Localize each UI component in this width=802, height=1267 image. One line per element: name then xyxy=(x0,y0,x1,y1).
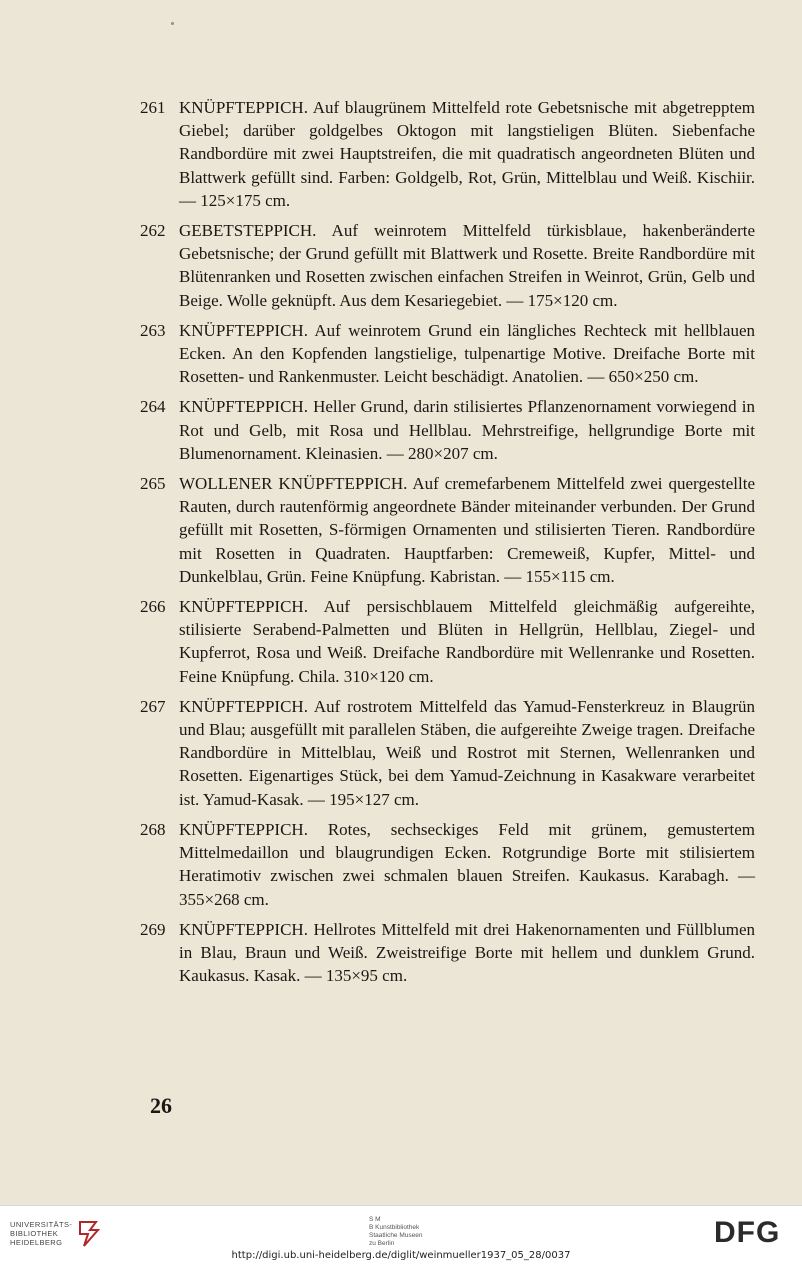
entry-text: KNÜPFTEPPICH. Auf blaugrünem Mittelfeld rote Gebetsnische mit abgetrepptem Giebel; darüber goldgelbes Oktogon mit langstieligen Blüten. Siebenfache Randbordüre mit zwei Hauptstreifen, die mit quadratisch angeordneten Blüten und Blattwerk gefüllt sind. Farben: Goldgelb, Rot, Grün, Mittelblau und Weiß. Kischiir. — 125×175 cm. xyxy=(179,98,755,210)
entry-text: KNÜPFTEPPICH. Auf weinrotem Grund ein längliches Rechteck mit hellblauen Ecken. An den Kopfenden langstielige, tulpenartige Motive. Dreifache Borte mit Rosetten- und Rankenmuster. Leicht beschädigt. Anatolien. — 650×250 cm. xyxy=(179,320,755,387)
entry-number: 269 xyxy=(140,919,166,939)
entry-number: 262 xyxy=(140,221,166,241)
catalog-entry xyxy=(140,918,755,988)
paper-speck xyxy=(171,22,174,25)
entry-number: 268 xyxy=(140,819,166,839)
entry-number: 266 xyxy=(140,597,166,617)
page-number: 26 xyxy=(150,1093,172,1118)
catalog-entries xyxy=(140,96,755,994)
catalog-entry xyxy=(140,472,755,588)
catalog-entry xyxy=(140,219,755,312)
entry-text: GEBETSTEPPICH. Auf weinrotem Mittelfeld türkisblaue, hakenberänderte Gebetsnische; der Grund gefüllt mit Blattwerk und Rosette. Breite Randbordüre mit Blütenranken und Rosetten zwischen einfachen Streifen in Weinrot, Grün, Gelb und Beige. Wolle geknüpft. Aus dem Kesariegebiet. — 175×120 cm. xyxy=(179,221,755,310)
entry-number: 263 xyxy=(140,320,166,340)
entry-text: KNÜPFTEPPICH. Rotes, sechseckiges Feld mit grünem, gemustertem Mittelmedaillon und blaugrundigen Ecken. Rotgrundige Borte mit stilisiertem Heratimotiv zwischen zwei schmalen blauen Streifen. Kaukasus. Karabagh. — 355×268 cm. xyxy=(179,819,755,909)
catalog-entry xyxy=(140,96,755,212)
permalink-url[interactable]: http://digi.ub.uni-heidelberg.de/diglit/weinmueller1937_05_28/0037 xyxy=(231,1250,571,1261)
entry-text: KNÜPFTEPPICH. Heller Grund, darin stilisiertes Pflanzenornament vorwiegend in Rot und Gelb, mit Rosa und Hellblau. Mehrstreifige, hellgrundige Borte mit Blumenornament. Kleinasien. — 280×207 cm. xyxy=(179,397,755,463)
university-library-logo[interactable] xyxy=(10,1218,102,1248)
catalog-entry xyxy=(140,695,755,811)
library-name: UNIVERSITÄTS- BIBLIOTHEK HEIDELBERG xyxy=(10,1219,73,1247)
catalog-entry xyxy=(140,818,755,911)
entry-number: 261 xyxy=(140,98,166,117)
catalog-entry xyxy=(140,395,755,465)
entry-text: WOLLENER KNÜPFTEPPICH. Auf cremefarbenem Mittelfeld zwei quergestellte Rauten, durch rautenförmig angeordnete Bänder miteinander verbunden. Der Grund gefüllt mit Rosetten, S-förmigen Ornamenten und stilisierten Tieren. Randbordüre mit Rosetten in Quadraten. Hauptfarben: Cremeweiß, Kupfer, Mittel- und Dunkelblau, Grün. Feine Knüpfung. Kabristan. — 155×115 cm. xyxy=(179,474,755,586)
entry-number: 264 xyxy=(140,397,166,417)
entry-number: 267 xyxy=(140,696,166,716)
library-emblem-icon xyxy=(76,1218,102,1248)
dfg-logo[interactable]: DFG xyxy=(714,1216,781,1249)
catalog-entry xyxy=(140,319,755,389)
smb-kunstbibliothek-logo[interactable]: S M B Kunstbibliothek Staatliche Museen zu Berlin xyxy=(369,1216,423,1247)
catalog-entry xyxy=(140,595,755,688)
entry-text: KNÜPFTEPPICH. Auf persischblauem Mittelfeld gleichmäßig aufgereihte, stilisierte Serabend-Palmetten und Blüten in Hellgrün, Hellblau, Ziegel- und Kupferrot, Rosa und Weiß. Dreifache Randbordüre mit Wellenranke und Rosetten. Feine Knüpfung. Chila. 310×120 cm. xyxy=(179,597,755,686)
entry-number: 265 xyxy=(140,474,166,494)
entry-text: KNÜPFTEPPICH. Auf rostrotem Mittelfeld das Yamud-Fensterkreuz in Blaugrün und Blau; ausgefüllt mit parallelen Stäben, die aufgereihte Zweige tragen. Dreifache Randbordüre in Mittelblau, Weiß und Rostrot mit Sternen, Wellenranken und Rosetten. Eigenartiges Stück, bei dem Yamud-Zeichnung in Kasakware verarbeitet ist. Yamud-Kasak. — 195×127 cm. xyxy=(179,696,755,809)
entry-text: KNÜPFTEPPICH. Hellrotes Mittelfeld mit drei Hakenornamenten und Füllblumen in Blau, Braun und Weiß. Zweistreifige Borte mit hellem und dunklem Grund. Kaukasus. Kasak. — 135×95 cm. xyxy=(179,919,755,986)
